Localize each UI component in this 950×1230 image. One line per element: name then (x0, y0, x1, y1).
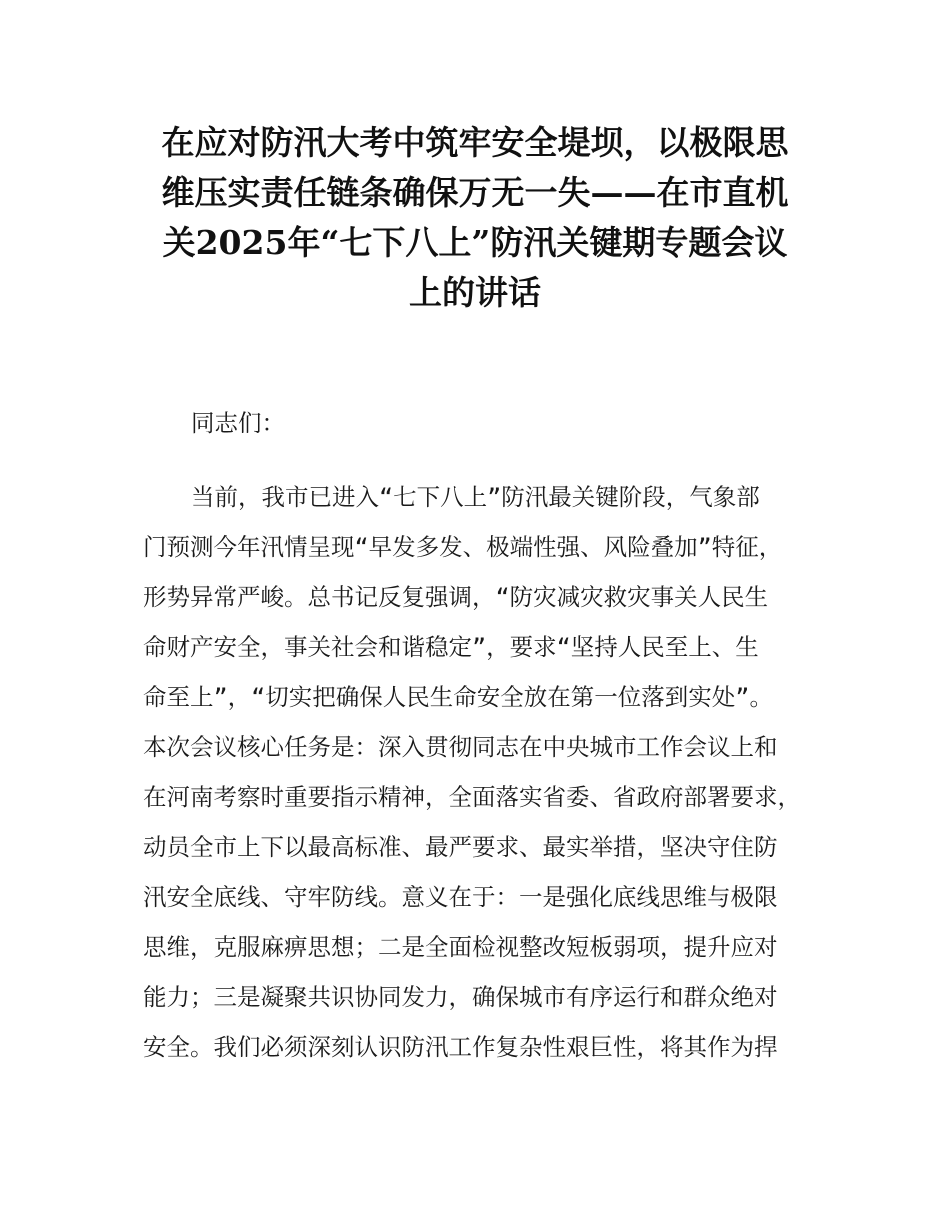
paragraph-line: 形势异常严峻。总书记反复强调，“防灾减灾救灾事关人民生 (143, 583, 769, 611)
title-line: 维压实责任链条确保万无一失——在市直机 (161, 173, 789, 212)
paragraph-line: 命财产安全，事关社会和谐稳定”，要求“坚持人民至上、生 (143, 633, 759, 661)
paragraph-line: 汛安全底线、守牢防线。意义在于：一是强化底线思维与极限 (143, 883, 778, 911)
body-paragraph (143, 472, 823, 1072)
title-line: 关2025年“七下八上”防汛关键期专题会议 (162, 223, 788, 262)
paragraph-line: 能力；三是凝聚共识协同发力，确保城市有序运行和群众绝对 (143, 983, 778, 1011)
paragraph-line: 在河南考察时重要指示精神，全面落实省委、省政府部署要求， (143, 783, 801, 811)
paragraph-line: 动员全市上下以最高标准、最严要求、最实举措，坚决守住防 (143, 833, 778, 861)
title-line: 上的讲话 (409, 273, 541, 312)
title-line: 在应对防汛大考中筑牢安全堤坝，以极限思 (161, 123, 789, 162)
document-title (130, 118, 820, 318)
salutation: 同志们： (191, 409, 285, 437)
paragraph-line: 命至上”，“切实把确保人民生命安全放在第一位落到实处”。 (143, 683, 773, 711)
paragraph-line: 安全。我们必须深刻认识防汛工作复杂性艰巨性，将其作为捍 (143, 1033, 778, 1061)
paragraph-line: 门预测今年汛情呈现“早发多发、极端性强、风险叠加”特征， (143, 533, 783, 561)
paragraph-line: 本次会议核心任务是：深入贯彻同志在中央城市工作会议上和 (143, 733, 778, 761)
paragraph-line: 思维，克服麻痹思想；二是全面检视整改短板弱项，提升应对 (143, 933, 778, 961)
document-body (143, 402, 823, 1072)
paragraph-line: 当前，我市已进入“七下八上”防汛最关键阶段，气象部 (191, 483, 760, 511)
